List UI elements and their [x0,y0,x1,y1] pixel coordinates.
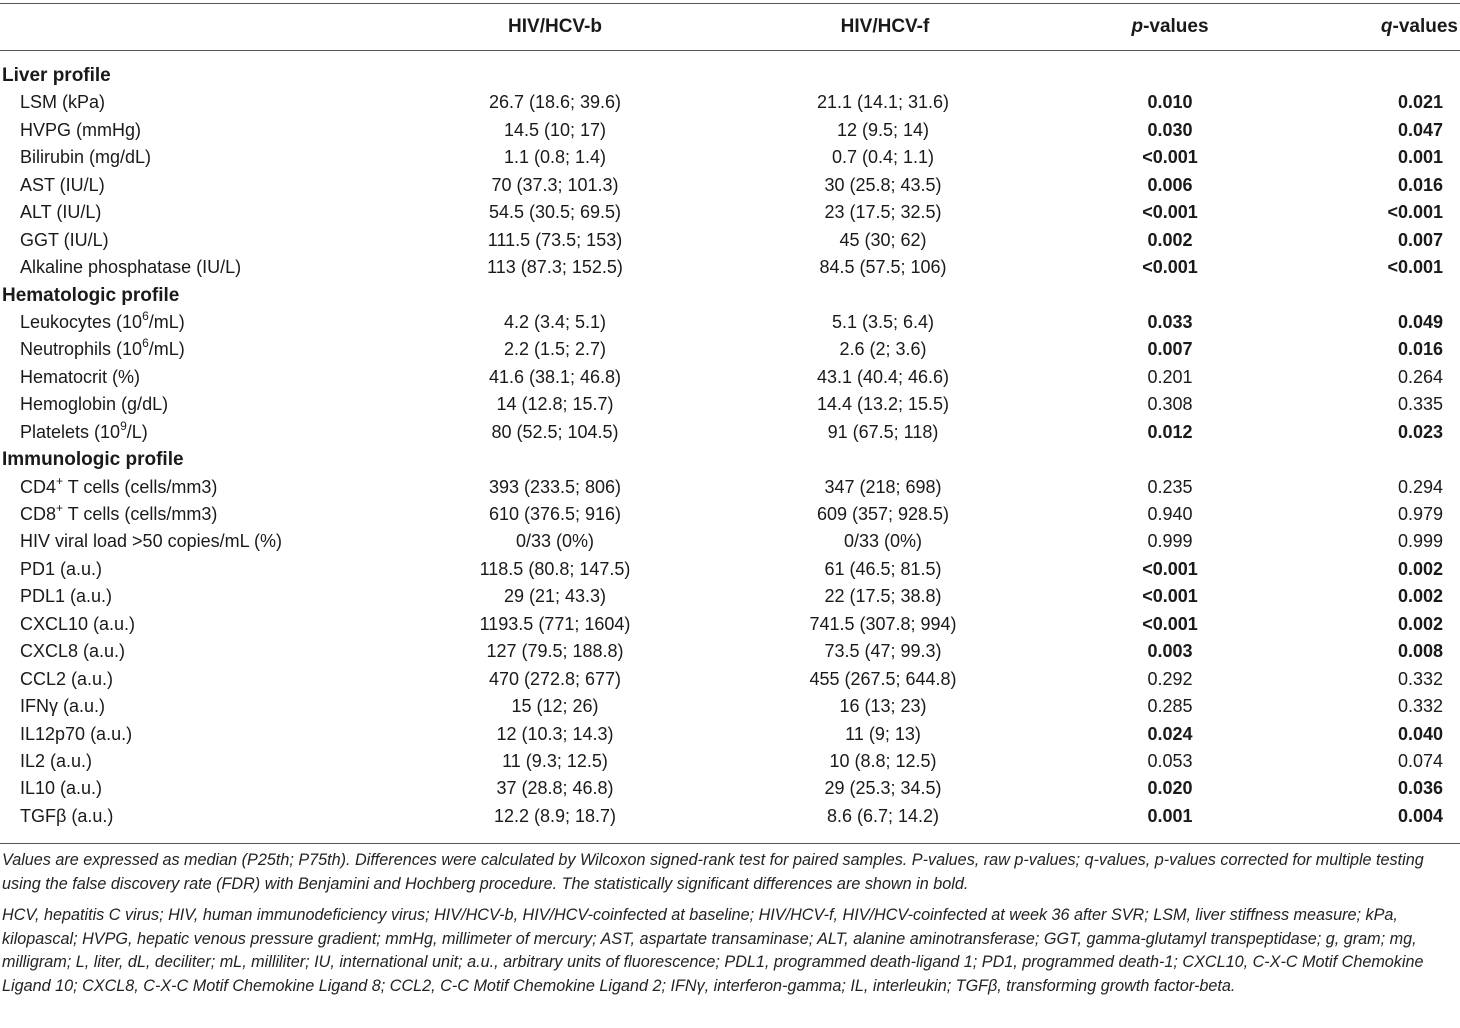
row-label: IL10 (a.u.) [20,778,103,799]
row-label: Hematocrit (%) [20,366,141,387]
cell-hiv-hcv-f: 11 (9; 13) [845,723,921,744]
table-row [0,721,1460,748]
cell-p-value: 0.030 [1147,119,1193,140]
cell-q-value: 0.074 [1397,750,1443,771]
table-row [0,611,1460,638]
row-label-text: /mL) [148,311,185,332]
cell-q-value: 0.040 [1397,723,1443,744]
cell-p-value: 0.020 [1147,778,1193,799]
cell-hiv-hcv-b: 111.5 (73.5; 153) [487,229,623,250]
cell-p-value: <0.001 [1142,147,1198,168]
row-label: PD1 (a.u.) [20,558,103,579]
row-label: PDL1 (a.u.) [20,586,113,607]
row-label: IL2 (a.u.) [20,750,93,771]
row-label: IFNγ (a.u.) [20,696,106,717]
table-row [0,419,1460,446]
cell-p-value: 0.053 [1147,750,1193,771]
cell-p-value: 0.308 [1147,394,1193,415]
cell-hiv-hcv-b: 1.1 (0.8; 1.4) [503,147,607,168]
cell-p-value: <0.001 [1142,586,1198,607]
row-label-text: /mL) [148,339,185,360]
table-row [0,144,1460,171]
cell-hiv-hcv-f: 2.6 (2; 3.6) [839,339,927,360]
cell-p-value: <0.001 [1142,202,1198,223]
cell-hiv-hcv-b: 11 (9.3; 12.5) [502,750,608,771]
table-row [0,199,1460,226]
header-p-rest: -values [1143,16,1209,37]
header-hiv-hcv-b: HIV/HCV-b [508,16,602,37]
cell-hiv-hcv-b: 41.6 (38.1; 46.8) [488,366,622,387]
row-label-text: /L) [126,421,148,442]
cell-hiv-hcv-b: 12.2 (8.9; 18.7) [493,805,617,826]
cell-hiv-hcv-b: 0/33 (0%) [515,531,595,552]
table-row [0,556,1460,583]
row-label: CXCL8 (a.u.) [20,641,126,662]
section-row [0,62,1460,89]
cell-hiv-hcv-b: 14.5 (10; 17) [503,119,607,140]
cell-p-value: <0.001 [1142,558,1198,579]
cell-hiv-hcv-f: 43.1 (40.4; 46.6) [816,366,950,387]
cell-q-value: <0.001 [1387,202,1443,223]
cell-hiv-hcv-f: 12 (9.5; 14) [836,119,930,140]
row-label: TGFβ (a.u.) [20,805,114,826]
cell-q-value: 0.002 [1397,558,1443,579]
cell-hiv-hcv-b: 15 (12; 26) [511,696,599,717]
cell-hiv-hcv-b: 26.7 (18.6; 39.6) [488,92,622,113]
row-label-superscript: 6 [142,308,149,323]
row-label: AST (IU/L) [20,174,105,195]
section-heading: Liver profile [2,65,111,86]
cell-hiv-hcv-f: 455 (267.5; 644.8) [809,668,957,689]
header-q-rest: -values [1392,16,1458,37]
cell-q-value: 0.979 [1397,504,1443,524]
cell-hiv-hcv-b: 393 (233.5; 806) [488,476,622,497]
cell-hiv-hcv-b: 54.5 (30.5; 69.5) [488,202,622,223]
cell-q-value: 0.036 [1397,778,1443,799]
row-label-superscript: + [56,473,64,488]
cell-p-value: 0.007 [1147,339,1193,360]
row-label [20,419,148,446]
cell-hiv-hcv-f: 73.5 (47; 99.3) [824,641,942,662]
cell-q-value: 0.008 [1397,641,1443,662]
table-row [0,227,1460,254]
cell-q-value: 0.047 [1397,119,1443,140]
cell-p-value: 0.285 [1147,696,1193,717]
cell-hiv-hcv-b: 1193.5 (771; 1604) [479,613,631,634]
cell-hiv-hcv-f: 10 (8.8; 12.5) [829,750,937,771]
cell-q-value: 0.332 [1397,696,1443,717]
cell-p-value: 0.010 [1147,92,1193,113]
cell-hiv-hcv-f: 30 (25.8; 43.5) [824,174,942,195]
row-label: HVPG (mmHg) [20,119,141,140]
row-label: Hemoglobin (g/dL) [20,394,169,415]
cell-hiv-hcv-f: 609 (357; 928.5) [816,504,950,524]
cell-q-value: 0.023 [1397,421,1443,442]
row-label-superscript: + [56,501,64,515]
cell-q-value: 0.004 [1397,805,1443,826]
cell-p-value: 0.999 [1147,531,1193,552]
table-row [0,172,1460,199]
row-label: CXCL10 (a.u.) [20,613,136,634]
cell-q-value: <0.001 [1387,257,1443,278]
cell-p-value: 0.024 [1147,723,1193,744]
table-row [0,474,1460,501]
cell-p-value: <0.001 [1142,257,1198,278]
table-row [0,693,1460,720]
cell-p-value: <0.001 [1142,613,1198,634]
header-p-italic: p [1131,16,1144,37]
row-label-text: Leukocytes (10 [20,311,143,332]
cell-p-value: 0.003 [1147,641,1193,662]
cell-p-value: 0.002 [1147,229,1193,250]
row-label [20,501,217,528]
cell-q-value: 0.335 [1397,394,1443,415]
table-row [0,254,1460,281]
cell-p-value: 0.012 [1147,421,1193,442]
table-row [0,748,1460,775]
cell-hiv-hcv-f: 0/33 (0%) [843,531,923,552]
row-label-superscript: 9 [120,418,127,433]
cell-hiv-hcv-f: 84.5 (57.5; 106) [819,257,947,278]
cell-hiv-hcv-f: 45 (30; 62) [839,229,927,250]
table-row [0,638,1460,665]
row-label: IL12p70 (a.u.) [20,723,133,744]
section-heading: Hematologic profile [2,284,180,306]
cell-hiv-hcv-f: 29 (25.3; 34.5) [824,778,942,799]
cell-p-value: 0.292 [1147,668,1193,689]
row-label-text: T cells (cells/mm3) [63,476,218,497]
cell-hiv-hcv-b: 70 (37.3; 101.3) [491,174,619,195]
row-label [20,309,185,336]
cell-hiv-hcv-b: 2.2 (1.5; 2.7) [503,339,607,360]
row-label [20,336,185,363]
cell-q-value: 0.049 [1397,311,1443,332]
cell-q-value: 0.999 [1397,531,1443,552]
table-row [0,775,1460,802]
cell-q-value: 0.002 [1397,586,1443,607]
table-row [0,583,1460,610]
row-label-text: T cells (cells/mm3) [63,504,218,524]
cell-hiv-hcv-b: 118.5 (80.8; 147.5) [479,558,631,579]
row-label: ALT (IU/L) [20,202,102,223]
row-label: CCL2 (a.u.) [20,668,114,689]
table-row [0,117,1460,144]
row-label [20,474,217,501]
section-row [0,282,1460,309]
table-row [0,309,1460,336]
cell-hiv-hcv-f: 347 (218; 698) [824,476,942,497]
cell-q-value: 0.016 [1397,339,1443,360]
cell-hiv-hcv-b: 12 (10.3; 14.3) [496,723,614,744]
cell-p-value: 0.940 [1147,504,1193,524]
cell-hiv-hcv-f: 16 (13; 23) [839,696,927,717]
cell-p-value: 0.006 [1147,174,1193,195]
cell-q-value: 0.294 [1397,476,1443,497]
table-row [0,364,1460,391]
cell-hiv-hcv-b: 80 (52.5; 104.5) [491,421,619,442]
table-row [0,501,1460,528]
footnote-methods: Values are expressed as median (P25th; P75th). Differences were calculated by Wilcoxon signed-rank test for paired samples. P-values, raw p-values; q-values, p-values corrected for multiple testing using the false discovery rate (FDR) with Benjamini and Hochberg procedure. The statistically significant differences are shown in bold. [2,851,1424,893]
cell-q-value: 0.332 [1397,668,1443,689]
cell-hiv-hcv-b: 37 (28.8; 46.8) [496,778,614,799]
row-label: Alkaline phosphatase (IU/L) [20,257,242,278]
cell-hiv-hcv-b: 4.2 (3.4; 5.1) [503,311,607,332]
row-label-text: Neutrophils (10 [20,339,143,360]
header-q-values [1340,14,1460,40]
cell-p-value: 0.201 [1147,366,1193,387]
section-heading: Immunologic profile [2,449,184,471]
cell-hiv-hcv-f: 14.4 (13.2; 15.5) [816,394,950,415]
cell-hiv-hcv-b: 14 (12.8; 15.7) [496,394,614,415]
cell-hiv-hcv-f: 23 (17.5; 32.5) [824,202,942,223]
header-p-values [1110,14,1230,40]
row-label: LSM (kPa) [20,92,106,113]
cell-hiv-hcv-f: 61 (46.5; 81.5) [824,558,942,579]
table-row [0,528,1460,555]
row-label-superscript: 6 [142,336,149,351]
header-hiv-hcv-f: HIV/HCV-f [840,16,930,37]
cell-p-value: 0.033 [1147,311,1193,332]
row-label-text: CD8 [20,504,57,524]
cell-q-value: 0.264 [1397,366,1443,387]
cell-hiv-hcv-f: 22 (17.5; 38.8) [824,586,942,607]
row-label: GGT (IU/L) [20,229,109,250]
table-row [0,803,1460,830]
cell-q-value: 0.021 [1397,92,1443,113]
cell-hiv-hcv-f: 741.5 (307.8; 994) [809,613,957,634]
row-label: Bilirubin (mg/dL) [20,147,152,168]
cell-hiv-hcv-b: 127 (79.5; 188.8) [486,641,624,662]
cell-p-value: 0.235 [1147,476,1193,497]
cell-hiv-hcv-f: 8.6 (6.7; 14.2) [826,805,940,826]
cell-q-value: 0.016 [1397,174,1443,195]
table-row [0,666,1460,693]
cell-p-value: 0.001 [1147,805,1193,826]
cell-hiv-hcv-f: 5.1 (3.5; 6.4) [831,311,935,332]
section-row [0,446,1460,473]
cell-hiv-hcv-b: 29 (21; 43.3) [503,586,607,607]
cell-hiv-hcv-b: 470 (272.8; 677) [488,668,622,689]
cell-q-value: 0.002 [1397,613,1443,634]
cell-q-value: 0.007 [1397,229,1443,250]
cell-hiv-hcv-f: 21.1 (14.1; 31.6) [816,92,950,113]
row-label-text: Platelets (10 [20,421,121,442]
header-q-italic: q [1380,16,1393,37]
cell-hiv-hcv-f: 91 (67.5; 118) [827,421,939,442]
table-row [0,89,1460,116]
bottom-rule [0,843,1460,844]
table-row [0,391,1460,418]
row-label: HIV viral load >50 copies/mL (%) [20,531,282,552]
row-label-text: CD4 [20,476,57,497]
cell-hiv-hcv-b: 113 (87.3; 152.5) [487,257,623,278]
footnote-abbreviations: HCV, hepatitis C virus; HIV, human immunodeficiency virus; HIV/HCV-b, HIV/HCV-coinfected at baseline; HIV/HCV-f, HIV/HCV-coinfected at week 36 after SVR; LSM, liver stiffness measure; kPa, kilopascal; HVPG, hepatic venous pressure gradient; mmHg, millimeter of mercury; AST, aspartate transaminase; ALT, alanine aminotransferase; GGT, gamma-glutamyl transpeptidase; g, gram; mg, milligram; L, liter, dL, deciliter; mL, milliliter; IU, international unit; a.u., arbitrary units of fluorescence; PDL1, programmed death-ligand 1; PD1, programmed death-1; CXCL10, C-X-C Motif Chemokine Ligand 10; CXCL8, C-X-C Motif Chemokine Ligand 8; CCL2, C-C Motif Chemokine Ligand 2; IFNγ, interferon-gamma; IL, interleukin; TGFβ, transforming growth factor-beta. [2,906,1424,995]
header-rule [0,50,1460,51]
table-row [0,336,1460,363]
cell-q-value: 0.001 [1397,147,1443,168]
cell-hiv-hcv-b: 610 (376.5; 916) [488,504,622,524]
top-rule [0,3,1460,4]
cell-hiv-hcv-f: 0.7 (0.4; 1.1) [831,147,935,168]
table-body [0,62,1460,830]
